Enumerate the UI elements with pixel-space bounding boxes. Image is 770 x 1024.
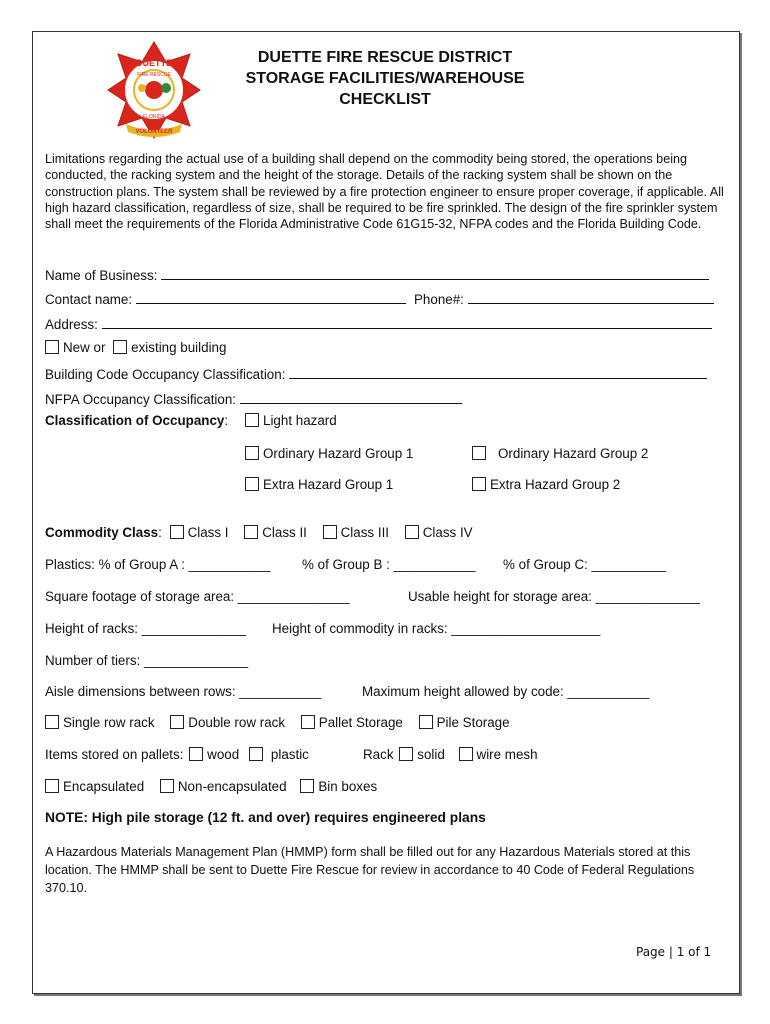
- aisle-dimensions-field[interactable]: Aisle dimensions between rows: ___________: [45, 684, 322, 699]
- extra-hazard-2-label: Extra Hazard Group 2: [490, 477, 621, 492]
- pallet-storage-label: Pallet Storage: [318, 715, 403, 730]
- ordinary-hazard-1-label: Ordinary Hazard Group 1: [263, 446, 414, 461]
- double-row-rack-label: Double row rack: [188, 715, 286, 730]
- title-line-1: DUETTE FIRE RESCUE DISTRICT: [257, 49, 513, 66]
- commodity-colon: :: [158, 525, 162, 540]
- document-title: [215, 47, 555, 110]
- nfpa-row: [45, 389, 462, 409]
- single-row-rack-label: Single row rack: [63, 715, 155, 730]
- solid-label: solid: [417, 747, 445, 762]
- extra-hazard-1-checkbox[interactable]: [245, 477, 259, 491]
- bin-boxes-label: Bin boxes: [318, 779, 378, 794]
- phone-field[interactable]: [468, 289, 714, 304]
- commodity-height-field[interactable]: Height of commodity in racks: ____________________: [272, 621, 601, 636]
- plastics-group-b[interactable]: % of Group B : ___________: [302, 557, 476, 572]
- business-name-field[interactable]: [161, 265, 709, 280]
- class-2-checkbox[interactable]: [244, 525, 258, 539]
- usable-height-field[interactable]: Usable height for storage area: ______________: [408, 589, 700, 604]
- class-1-label: Class I: [187, 525, 229, 540]
- new-label: New or: [63, 340, 106, 355]
- max-height-field[interactable]: Maximum height allowed by code: ___________: [362, 684, 650, 699]
- light-hazard-checkbox[interactable]: [245, 413, 259, 427]
- intro-paragraph: Limitations regarding the actual use of a building shall depend on the commodity being stored, the operations being conducted, the racking system and the height of the storage. Details of the racking system shall be shown on the construction plans. The system shall be reviewed by a fire protection engineer to ensure proper coverage, if applicable. All high hazard classification, regardless of size, shall be required to be fire sprinkled. The design of the fire sprinkler system shall meet the requirements of the Florida Administrative Code 61G15-32, NFPA codes and the Florida Building Code.: [45, 152, 724, 232]
- extra2-option: [472, 476, 620, 494]
- fire-rescue-logo: [104, 38, 204, 142]
- contact-name-label: Contact name:: [45, 292, 133, 307]
- pallets-row: [45, 746, 309, 764]
- ordinary-hazard-2-checkbox[interactable]: [472, 446, 486, 460]
- existing-label: existing building: [131, 340, 227, 355]
- building-type-row: [45, 339, 226, 357]
- non-encapsulated-label: Non-encapsulated: [177, 779, 287, 794]
- ordinary2-option: [472, 445, 648, 463]
- class-1-checkbox[interactable]: [170, 525, 184, 539]
- title-line-3: CHECKLIST: [339, 91, 431, 108]
- extra-hazard-1-label: Extra Hazard Group 1: [263, 477, 394, 492]
- business-name-row: [45, 265, 709, 285]
- address-row: [45, 314, 712, 334]
- double-row-rack-checkbox[interactable]: [170, 715, 184, 729]
- logo-ribbon-text: VOLUNTEER: [135, 129, 173, 135]
- square-footage-field[interactable]: Square footage of storage area: _______________: [45, 589, 350, 604]
- encapsulation-row: [45, 778, 377, 796]
- light-hazard-option: [245, 412, 337, 430]
- building-code-field[interactable]: [289, 364, 707, 379]
- high-pile-note: NOTE: High pile storage (12 ft. and over) requires engineered plans: [45, 810, 486, 825]
- ordinary-hazard-1-checkbox[interactable]: [245, 446, 259, 460]
- wire-mesh-checkbox[interactable]: [459, 747, 473, 761]
- address-field[interactable]: [102, 314, 712, 329]
- pallets-label: Items stored on pallets:: [45, 747, 184, 762]
- page-number: Page | 1 of 1: [636, 945, 712, 959]
- encapsulated-label: Encapsulated: [63, 779, 145, 794]
- single-row-rack-checkbox[interactable]: [45, 715, 59, 729]
- contact-row: [45, 289, 406, 309]
- extra1-option: [245, 476, 393, 494]
- light-hazard-label: Light hazard: [263, 413, 337, 428]
- logo-bottom-text: FLORIDA: [143, 114, 165, 120]
- contact-name-field[interactable]: [136, 289, 406, 304]
- business-name-label: Name of Business:: [45, 268, 158, 283]
- logo-top-text: DUETTE: [136, 58, 172, 68]
- nfpa-label: NFPA Occupancy Classification:: [45, 392, 237, 407]
- wood-label: wood: [207, 747, 240, 762]
- address-label: Address:: [45, 317, 98, 332]
- wood-checkbox[interactable]: [189, 747, 203, 761]
- commodity-label: Commodity Class: [45, 525, 159, 540]
- tiers-field[interactable]: Number of tiers: ______________: [45, 653, 249, 668]
- title-line-2: STORAGE FACILITIES/WAREHOUSE: [245, 70, 525, 87]
- new-building-checkbox[interactable]: [45, 340, 59, 354]
- class-3-checkbox[interactable]: [323, 525, 337, 539]
- solid-checkbox[interactable]: [399, 747, 413, 761]
- nfpa-field[interactable]: [240, 389, 462, 404]
- ordinary1-option: [245, 445, 413, 463]
- pallet-storage-checkbox[interactable]: [301, 715, 315, 729]
- plastics-group-c[interactable]: % of Group C: __________: [503, 557, 667, 572]
- commodity-row: [45, 524, 473, 542]
- plastic-checkbox[interactable]: [249, 747, 263, 761]
- building-code-row: [45, 364, 707, 384]
- pile-storage-label: Pile Storage: [436, 715, 510, 730]
- building-code-label: Building Code Occupancy Classification:: [45, 367, 286, 382]
- class-2-label: Class II: [262, 525, 307, 540]
- logo-sub-text: FIRE RESCUE: [137, 72, 171, 78]
- rack-label: Rack: [363, 747, 394, 762]
- non-encapsulated-checkbox[interactable]: [160, 779, 174, 793]
- class-4-checkbox[interactable]: [405, 525, 419, 539]
- phone-label: Phone#:: [414, 292, 464, 307]
- class-4-label: Class IV: [422, 525, 473, 540]
- class-3-label: Class III: [340, 525, 390, 540]
- occupancy-colon: :: [224, 413, 229, 428]
- occupancy-label: Classification of Occupancy: [45, 413, 225, 428]
- rack-height-field[interactable]: Height of racks: ______________: [45, 621, 247, 636]
- existing-building-checkbox[interactable]: [113, 340, 127, 354]
- rack-type-row: [45, 714, 510, 732]
- ordinary-hazard-2-label: Ordinary Hazard Group 2: [498, 446, 649, 461]
- occupancy-row: [45, 412, 228, 430]
- pile-storage-checkbox[interactable]: [419, 715, 433, 729]
- rack-material-row: [363, 746, 538, 764]
- hmmp-paragraph: A Hazardous Materials Management Plan (HMMP) form shall be filled out for any Hazardous Materials stored at this location. The HMMP shall be sent to Duette Fire Rescue for review in accordance to 40 Code of Federal Regulations 370.10.: [45, 845, 695, 895]
- wire-mesh-label: wire mesh: [476, 747, 538, 762]
- bin-boxes-checkbox[interactable]: [300, 779, 314, 793]
- extra-hazard-2-checkbox[interactable]: [472, 477, 486, 491]
- encapsulated-checkbox[interactable]: [45, 779, 59, 793]
- plastic-label: plastic: [270, 747, 309, 762]
- phone-row: [414, 289, 714, 309]
- plastics-group-a[interactable]: Plastics: % of Group A : ___________: [45, 557, 271, 572]
